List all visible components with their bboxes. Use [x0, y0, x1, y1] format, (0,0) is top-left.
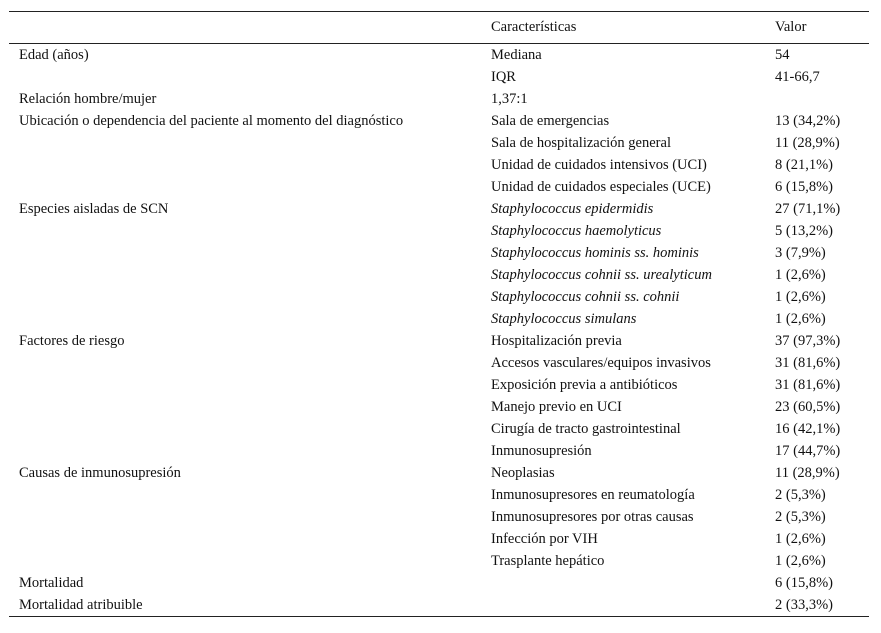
cell-value: 31 (81,6%): [775, 355, 841, 371]
cell-value: [765, 88, 869, 110]
table-row: [9, 550, 869, 572]
cell-characteristic: Manejo previo en UCI: [491, 399, 622, 415]
header-row: [9, 12, 869, 44]
cell-value: 41-66,7: [775, 69, 820, 85]
cell-group: Ubicación o dependencia del paciente al momento del diagnóstico: [19, 113, 404, 129]
table-row: [9, 352, 869, 374]
cell-value: 13 (34,2%): [775, 113, 841, 129]
cell-characteristic: Staphylococcus epidermidis: [491, 201, 654, 217]
cell-group: [9, 418, 481, 440]
cell-characteristic: Staphylococcus simulans: [491, 311, 637, 327]
cell-group: [9, 374, 481, 396]
cell-group: Mortalidad atribuible: [9, 594, 481, 617]
cell-group: [9, 264, 481, 286]
table-row: [9, 198, 869, 220]
cell-group: [9, 242, 481, 264]
cell-group: [9, 176, 481, 198]
table-row: [9, 242, 869, 264]
cell-value: 3 (7,9%): [775, 245, 826, 261]
table-row: [9, 66, 869, 88]
cell-characteristic: Neoplasias: [491, 465, 555, 481]
cell-characteristic: Staphylococcus hominis ss. hominis: [491, 245, 699, 261]
cell-value: 8 (21,1%): [775, 157, 833, 173]
cell-characteristic: [481, 594, 765, 617]
cell-value: 2 (33,3%): [765, 594, 869, 617]
cell-characteristic: 1,37:1: [491, 91, 528, 107]
cell-characteristic: Inmunosupresores en reumatología: [491, 487, 695, 503]
characteristics-table: [9, 11, 869, 617]
table-row: [9, 484, 869, 506]
table-row: [9, 440, 869, 462]
cell-characteristic: Cirugía de tracto gastrointestinal: [491, 421, 681, 437]
cell-characteristic: Trasplante hepático: [491, 553, 605, 569]
cell-characteristic: Staphylococcus haemolyticus: [491, 223, 662, 239]
header-cell-value: Valor: [765, 12, 869, 44]
cell-group: [9, 308, 481, 330]
cell-group: [9, 506, 481, 528]
cell-group: [9, 286, 481, 308]
cell-characteristic: Staphylococcus cohnii ss. cohnii: [491, 289, 680, 305]
cell-characteristic: Unidad de cuidados especiales (UCE): [491, 179, 711, 195]
table-row: [9, 594, 869, 617]
cell-characteristic: Infección por VIH: [491, 531, 598, 547]
table-row: [9, 396, 869, 418]
header-cell-group: [9, 12, 481, 44]
table-row: [9, 330, 869, 352]
cell-group: Relación hombre/mujer: [19, 91, 157, 107]
table-row: [9, 176, 869, 198]
table-row: [9, 506, 869, 528]
table-row: [9, 572, 869, 594]
table-row: [9, 462, 869, 484]
cell-value: 2 (5,3%): [775, 487, 826, 503]
cell-group: Edad (años): [19, 47, 89, 63]
cell-group: [9, 528, 481, 550]
cell-group: [9, 132, 481, 154]
cell-group: [9, 66, 481, 88]
cell-group: [9, 440, 481, 462]
cell-value: 6 (15,8%): [775, 575, 833, 591]
cell-group: Mortalidad: [19, 575, 84, 591]
cell-value: 1 (2,6%): [775, 311, 826, 327]
cell-value: 1 (2,6%): [775, 267, 826, 283]
cell-value: 23 (60,5%): [775, 399, 841, 415]
cell-value: 1 (2,6%): [775, 531, 826, 547]
cell-characteristic: [481, 572, 765, 594]
cell-group: Especies aisladas de SCN: [19, 201, 169, 217]
table-row: [9, 286, 869, 308]
cell-value: 31 (81,6%): [775, 377, 841, 393]
table-row: [9, 220, 869, 242]
table-row: [9, 528, 869, 550]
table-row: [9, 88, 869, 110]
table-row: [9, 308, 869, 330]
cell-group: [9, 484, 481, 506]
cell-characteristic: Unidad de cuidados intensivos (UCI): [491, 157, 707, 173]
cell-characteristic: Exposición previa a antibióticos: [491, 377, 678, 393]
cell-value: 5 (13,2%): [775, 223, 833, 239]
header-cell-characteristics: Características: [481, 12, 765, 44]
table-row: [9, 132, 869, 154]
cell-group: Factores de riesgo: [19, 333, 125, 349]
table-row: [9, 110, 869, 132]
cell-characteristic: IQR: [491, 69, 516, 85]
table-header: [9, 12, 869, 44]
cell-value: 17 (44,7%): [775, 443, 841, 459]
cell-characteristic: Mediana: [491, 47, 542, 63]
table-body: [9, 44, 869, 617]
cell-characteristic: Hospitalización previa: [491, 333, 622, 349]
cell-group: [9, 220, 481, 242]
cell-value: 16 (42,1%): [775, 421, 841, 437]
cell-group: [9, 154, 481, 176]
cell-value: 2 (5,3%): [775, 509, 826, 525]
cell-group: [9, 550, 481, 572]
cell-value: 1 (2,6%): [775, 289, 826, 305]
cell-value: 37 (97,3%): [775, 333, 841, 349]
table-row: [9, 418, 869, 440]
table-row: [9, 44, 869, 67]
cell-value: 54: [775, 47, 790, 63]
cell-characteristic: Sala de hospitalización general: [491, 135, 671, 151]
cell-value: 11 (28,9%): [775, 135, 840, 151]
cell-value: 6 (15,8%): [775, 179, 833, 195]
cell-value: 27 (71,1%): [775, 201, 841, 217]
table-row: [9, 374, 869, 396]
cell-characteristic: Staphylococcus cohnii ss. urealyticum: [491, 267, 712, 283]
cell-characteristic: Accesos vasculares/equipos invasivos: [491, 355, 711, 371]
cell-group: Causas de inmunosupresión: [19, 465, 181, 481]
cell-group: [9, 396, 481, 418]
table-row: [9, 264, 869, 286]
cell-characteristic: Inmunosupresores por otras causas: [491, 509, 694, 525]
cell-characteristic: Inmunosupresión: [491, 443, 592, 459]
table-row: [9, 154, 869, 176]
cell-characteristic: Sala de emergencias: [491, 113, 610, 129]
cell-value: 1 (2,6%): [775, 553, 826, 569]
cell-value: 11 (28,9%): [775, 465, 840, 481]
cell-group: [9, 352, 481, 374]
